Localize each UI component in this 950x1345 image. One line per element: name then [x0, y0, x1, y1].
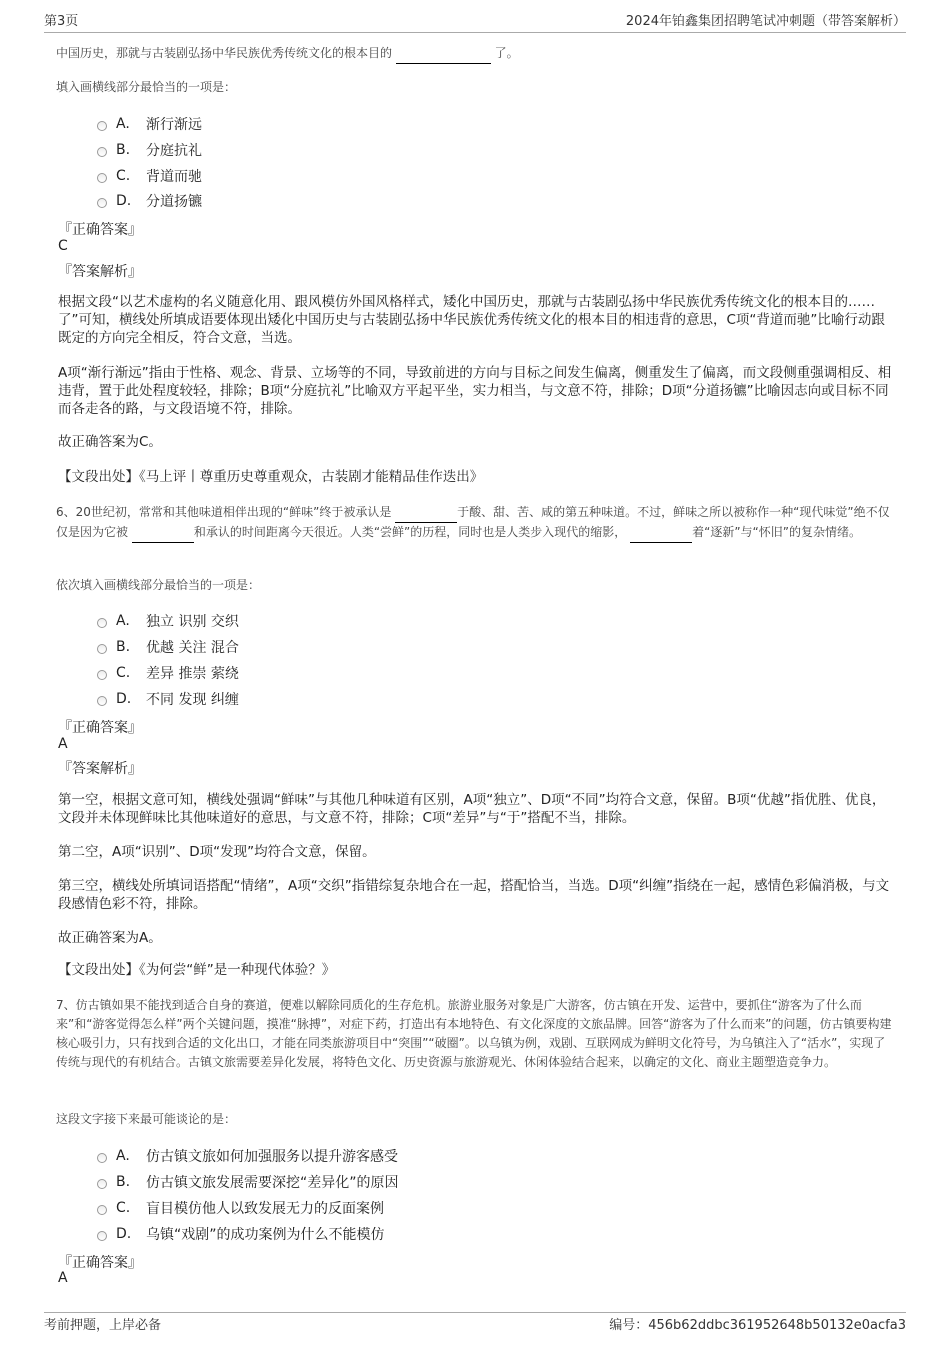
- radio-icon[interactable]: [97, 670, 107, 680]
- q6-option-d[interactable]: [97, 689, 239, 709]
- q7-option-d[interactable]: [97, 1224, 385, 1244]
- radio-icon[interactable]: [97, 121, 107, 131]
- option-key: D.: [116, 691, 132, 707]
- q6-answer-label: 『正确答案』: [58, 720, 142, 736]
- q6-analysis-label: 『答案解析』: [58, 761, 142, 777]
- q6-analysis-2: 第二空，A项“识别”、D项“发现”均符合文意，保留。: [58, 844, 376, 860]
- q6-stem-part: 6、20世纪初，常常和其他味道相伴出现的“鲜味”终于被承认是: [56, 505, 392, 519]
- option-text: 独立 识别 交织: [146, 614, 239, 630]
- q6-analysis-3: 第三空，横线处所填词语搭配“情绪”，A项“交织”指错综复杂地合在一起，搭配恰当，当选。D项“纠缠”指绕在一起，感情色彩偏消极，与文段感情色彩不符，排除。: [58, 878, 890, 912]
- q7-answer-label: 『正确答案』: [58, 1255, 142, 1271]
- q5-option-d[interactable]: [97, 191, 202, 211]
- option-key: D.: [116, 1226, 132, 1242]
- q5-analysis-label: 『答案解析』: [58, 264, 142, 280]
- option-key: D.: [116, 193, 132, 209]
- option-text: 仿古镇文旅如何加强服务以提升游客感受: [146, 1149, 398, 1165]
- option-key: B.: [116, 1174, 131, 1190]
- option-key: C.: [116, 1200, 131, 1216]
- q5-source: 【文段出处】《马上评丨尊重历史尊重观众，古装剧才能精品佳作迭出》: [58, 469, 484, 485]
- option-key: B.: [116, 639, 131, 655]
- option-key: A.: [116, 1148, 130, 1164]
- option-text: 仿古镇文旅发展需要深挖“差异化”的原因: [146, 1175, 399, 1191]
- q6-stem-part: 和承认的时间距离今天很近。人类“尝鲜”的历程，同时也是人类步入现代的缩影，: [193, 525, 627, 539]
- document-id-label: 编号：: [609, 1318, 649, 1333]
- footer-divider: [44, 1312, 906, 1313]
- q5-stem-text: 中国历史，那就与古装剧弘扬中华民族优秀传统文化的根本目的: [56, 46, 393, 60]
- document-id: [609, 1314, 906, 1333]
- q5-analysis-1: 根据文段“以艺术虚构的名义随意化用、跟风模仿外国风格样式，矮化中国历史，那就与古装剧弘扬中华民族优秀传统文化的根本目的……了”可知，横线处所填成语要体现出矮化中国历史与古装剧弘扬中华民族优秀传统文化的根本目的相违背的意思，C项“背道而驰”比喻行动跟既定的方向完全相反，符合文意，当选。: [58, 294, 885, 346]
- q6-answer: A: [58, 736, 68, 752]
- q6-option-a[interactable]: [97, 611, 239, 631]
- page-number: 第3页: [44, 14, 79, 29]
- answer-blank: [395, 503, 457, 523]
- radio-icon[interactable]: [97, 618, 107, 628]
- radio-icon[interactable]: [97, 147, 107, 157]
- q5-prompt: 填入画横线部分最恰当的一项是：: [56, 80, 237, 94]
- radio-icon[interactable]: [97, 1205, 107, 1215]
- option-text: 不同 发现 纠缠: [146, 692, 239, 708]
- answer-blank: [630, 523, 692, 543]
- header-divider: [44, 32, 906, 33]
- q6-stem: [56, 503, 896, 543]
- q5-conclusion: 故正确答案为C。: [58, 434, 162, 450]
- option-text: 优越 关注 混合: [146, 640, 239, 656]
- answer-blank: [132, 523, 194, 543]
- q6-option-c[interactable]: [97, 663, 239, 683]
- option-key: C.: [116, 665, 131, 681]
- document-title: 2024年铂鑫集团招聘笔试冲刺题（带答案解析）: [625, 14, 906, 29]
- radio-icon[interactable]: [97, 1153, 107, 1163]
- footer-slogan: 考前押题，上岸必备: [44, 1318, 162, 1333]
- document-id-value: 456b62ddbc361952648b50132e0acfa3: [648, 1318, 906, 1333]
- q6-analysis-1: 第一空，根据文意可知，横线处强调“鲜味”与其他几种味道有区别，A项“独立”、D项“不同”均符合文意，保留。B项“优越”指优胜、优良，文段并未体现鲜味比其他味道好的意思，与文意不符，排除；C项“差异”与“于”搭配不当，排除。: [58, 792, 886, 826]
- q7-option-a[interactable]: [97, 1146, 398, 1166]
- q6-option-b[interactable]: [97, 637, 239, 657]
- option-text: 乌镇“戏剧”的成功案例为什么不能模仿: [146, 1227, 385, 1243]
- q6-stem-part: 于酸、甜、苦、咸的第五种味道。不过，鲜味之所以被称作一种“现代味觉”绝不仅仅是因为它被: [56, 505, 890, 539]
- option-text: 盲目模仿他人以致发展无力的反面案例: [146, 1201, 384, 1217]
- q7-prompt: 这段文字接下来最可能谈论的是：: [56, 1112, 237, 1126]
- option-text: 差异 推崇 萦绕: [146, 666, 239, 682]
- radio-icon[interactable]: [97, 696, 107, 706]
- q6-stem-part: 着“逐新”与“怀旧”的复杂情绪。: [692, 525, 861, 539]
- q5-answer-label: 『正确答案』: [58, 222, 142, 238]
- q5-option-a[interactable]: [97, 114, 202, 134]
- q5-stem-end: 了。: [494, 46, 519, 60]
- radio-icon[interactable]: [97, 198, 107, 208]
- q7-stem: 7、仿古镇如果不能找到适合自身的赛道，便难以解除同质化的生存危机。旅游业服务对象是广大游客，仿古镇在开发、运营中，要抓住“游客为了什么而来”和“游客觉得怎么样”两个关键问题，摸准“脉搏”，对症下药，打造出有本地特色、有文化深度的文旅品牌。回答“游客为了什么而来”的问题，仿古镇要构建核心吸引力，只有找到合适的文化出口，才能在同类旅游项目中“突围”“破圈”。以乌镇为例，戏剧、互联网成为鲜明文化符号，为乌镇注入了“活水”，实现了传统与现代的有机结合。古镇文旅需要差异化发展，将特色文化、历史资源与旅游观光、休闲体验结合起来，以确定的文化、商业主题塑造竞争力。: [56, 998, 892, 1069]
- q5-analysis-2: A项“渐行渐远”指由于性格、观念、背景、立场等的不同，导致前进的方向与目标之间发生偏离，侧重发生了偏离，而文段侧重强调相反、相违背，置于此处程度较轻，排除；B项“分庭抗礼”比喻双方平起平坐，实力相当，与文意不符，排除；D项“分道扬镳”比喻因志向或目标不同而各走各的路，与文段语境不符，排除。: [58, 365, 892, 417]
- q5-stem-tail: [56, 44, 896, 64]
- option-text: 分庭抗礼: [146, 143, 202, 159]
- option-text: 渐行渐远: [146, 117, 202, 133]
- radio-icon[interactable]: [97, 1231, 107, 1241]
- radio-icon[interactable]: [97, 644, 107, 654]
- option-key: C.: [116, 168, 131, 184]
- q5-answer: C: [58, 238, 68, 254]
- radio-icon[interactable]: [97, 1179, 107, 1189]
- q6-conclusion: 故正确答案为A。: [58, 930, 162, 946]
- q6-source: 【文段出处】《为何尝“鲜”是一种现代体验？》: [58, 962, 336, 978]
- option-key: A.: [116, 613, 130, 629]
- option-text: 分道扬镳: [146, 194, 202, 210]
- option-key: A.: [116, 116, 130, 132]
- q7-answer: A: [58, 1270, 68, 1286]
- q7-option-b[interactable]: [97, 1172, 399, 1192]
- q5-option-c[interactable]: [97, 166, 202, 186]
- answer-blank: [396, 44, 491, 64]
- q6-prompt: 依次填入画横线部分最恰当的一项是：: [56, 578, 261, 592]
- option-text: 背道而驰: [146, 169, 202, 185]
- q7-option-c[interactable]: [97, 1198, 384, 1218]
- option-key: B.: [116, 142, 131, 158]
- radio-icon[interactable]: [97, 173, 107, 183]
- q5-option-b[interactable]: [97, 140, 202, 160]
